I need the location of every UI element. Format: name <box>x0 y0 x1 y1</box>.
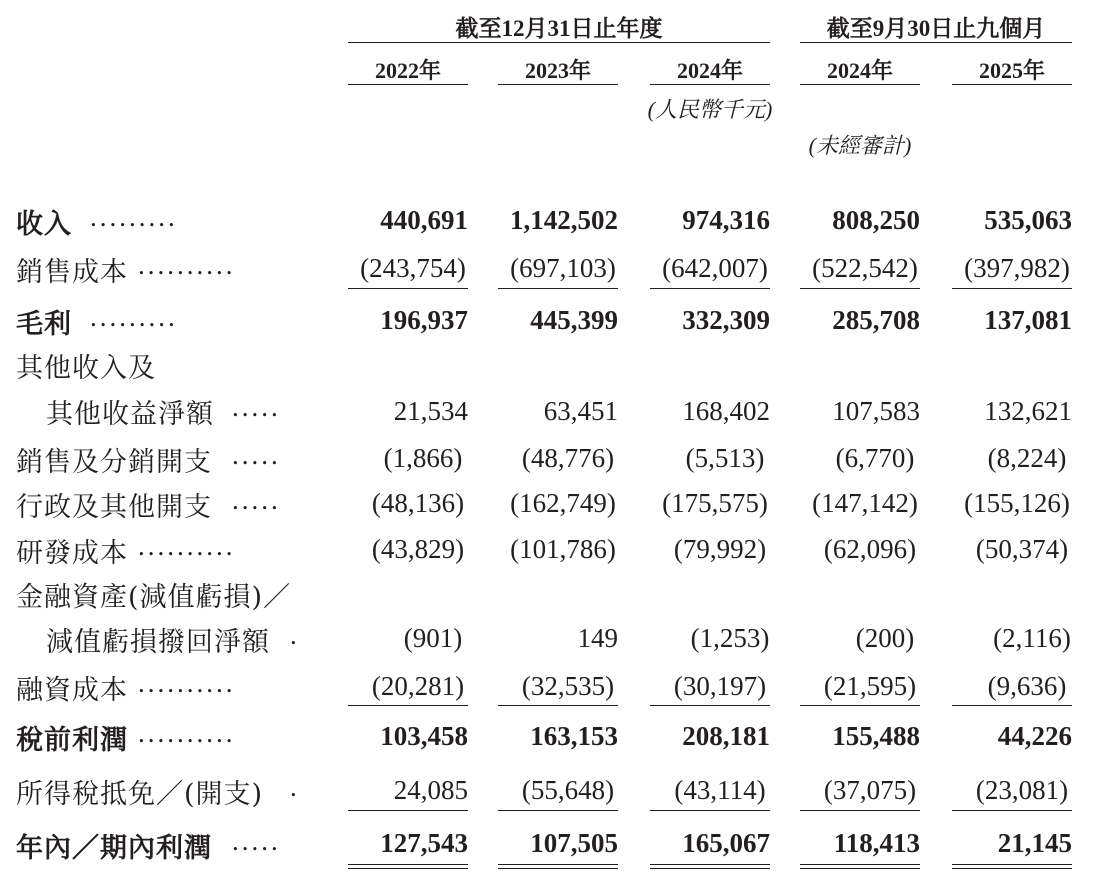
cell-profit-before-tax-2024: 208,181 <box>682 721 770 751</box>
cell-rd-cost-2024-9m: (62,096) <box>823 534 917 564</box>
cell-admin-expenses-2022: (48,136) <box>371 488 465 518</box>
cell-gross-profit-2025-9m: 137,081 <box>984 305 1072 335</box>
total-double-rule-2 <box>498 864 618 869</box>
row-dots-impairment: . <box>290 620 300 650</box>
unit-note: (人民幣千元) <box>647 97 773 122</box>
cell-cost-of-sales-2025-9m: (397,982) <box>964 253 1070 283</box>
subtotal-rule-14 <box>800 810 920 811</box>
header-year-rule-3 <box>650 84 770 85</box>
cell-rd-cost-2023: (101,786) <box>510 534 616 564</box>
subtotal-rule-3 <box>650 288 770 289</box>
row-dots-income-tax: . <box>290 772 300 802</box>
cell-revenue-2024-9m: 808,250 <box>832 205 920 235</box>
total-double-rule-4 <box>800 864 920 869</box>
cell-profit-before-tax-2022: 103,458 <box>380 721 468 751</box>
row-label-impairment-line2: 減值虧損撥回淨額 <box>46 627 270 658</box>
cell-cost-of-sales-2024-9m: (522,542) <box>812 253 918 283</box>
subtotal-rule-6 <box>348 705 468 706</box>
header-group-9m: 截至9月30日止九個月 <box>826 16 1046 41</box>
row-label-income-tax: 所得稅抵免／(開支) <box>16 779 264 810</box>
cell-other-income-2023: 63,451 <box>543 396 618 426</box>
row-label-gross-profit: 毛利 <box>16 309 72 340</box>
cell-cost-of-sales-2022: (243,754) <box>360 253 466 283</box>
cell-impairment-2023: 149 <box>577 623 618 653</box>
cell-profit-for-period-2025-9m: 21,145 <box>997 828 1072 858</box>
cell-finance-cost-2022: (20,281) <box>371 671 465 701</box>
subtotal-rule-13 <box>650 810 770 811</box>
cell-other-income-2024-9m: 107,583 <box>832 396 920 426</box>
subtotal-rule-2 <box>498 288 618 289</box>
total-double-rule-1 <box>348 864 468 869</box>
cell-other-income-2022: 21,534 <box>393 396 468 426</box>
cell-profit-for-period-2024: 165,067 <box>682 828 770 858</box>
cell-gross-profit-2024-9m: 285,708 <box>832 305 920 335</box>
cell-gross-profit-2023: 445,399 <box>530 305 618 335</box>
row-label-other-income-line2: 其他收益淨額 <box>46 399 214 430</box>
cell-rd-cost-2024: (79,992) <box>673 534 767 564</box>
row-dots-revenue: ......... <box>90 202 178 232</box>
cell-finance-cost-2024-9m: (21,595) <box>823 671 917 701</box>
cell-revenue-2022: 440,691 <box>380 205 468 235</box>
row-dots-finance-cost: .......... <box>138 668 236 698</box>
cell-impairment-2022: (901) <box>403 623 463 653</box>
cell-cost-of-sales-2024: (642,007) <box>662 253 768 283</box>
cell-cost-of-sales-2023: (697,103) <box>510 253 616 283</box>
row-dots-profit-for-period: ..... <box>232 826 281 856</box>
total-double-rule-5 <box>952 864 1072 869</box>
row-label-profit-before-tax: 稅前利潤 <box>16 725 128 756</box>
cell-other-income-2025-9m: 132,621 <box>984 396 1072 426</box>
cell-income-tax-2025-9m: (23,081) <box>975 775 1069 805</box>
cell-selling-expenses-2024: (5,513) <box>685 443 765 473</box>
row-label-admin-expenses: 行政及其他開支 <box>16 492 212 523</box>
cell-profit-for-period-2022: 127,543 <box>380 828 468 858</box>
cell-selling-expenses-2022: (1,866) <box>383 443 463 473</box>
total-double-rule-3 <box>650 864 770 869</box>
unaudited-note: (未經審計) <box>808 133 912 158</box>
row-label-selling-expenses: 銷售及分銷開支 <box>16 447 212 478</box>
cell-rd-cost-2022: (43,829) <box>371 534 465 564</box>
row-dots-rd-cost: .......... <box>138 531 236 561</box>
cell-profit-for-period-2023: 107,505 <box>530 828 618 858</box>
cell-profit-for-period-2024-9m: 118,413 <box>833 828 920 858</box>
header-year-2022: 2022年 <box>374 58 441 83</box>
cell-income-tax-2023: (55,648) <box>521 775 615 805</box>
cell-revenue-2023: 1,142,502 <box>510 205 618 235</box>
subtotal-rule-9 <box>800 705 920 706</box>
row-dots-gross-profit: ......... <box>90 302 178 332</box>
cell-revenue-2024: 974,316 <box>682 205 770 235</box>
subtotal-rule-15 <box>952 810 1072 811</box>
subtotal-rule-11 <box>348 810 468 811</box>
cell-other-income-2024: 168,402 <box>682 396 770 426</box>
header-group-fy-rule <box>348 42 770 43</box>
row-label-cost-of-sales: 銷售成本 <box>16 257 128 288</box>
cell-profit-before-tax-2023: 163,153 <box>530 721 618 751</box>
row-label-other-income-line1: 其他收入及 <box>16 353 156 384</box>
row-label-profit-for-period: 年內／期內利潤 <box>16 833 212 864</box>
cell-gross-profit-2024: 332,309 <box>682 305 770 335</box>
header-year-2025-9m: 2025年 <box>978 58 1045 83</box>
cell-finance-cost-2023: (32,535) <box>521 671 615 701</box>
row-label-finance-cost: 融資成本 <box>16 675 128 706</box>
row-dots-other-income: ..... <box>232 392 281 422</box>
header-year-2024-fy: 2024年 <box>676 58 743 83</box>
header-year-2024-9m: 2024年 <box>826 58 893 83</box>
cell-finance-cost-2025-9m: (9,636) <box>987 671 1067 701</box>
cell-gross-profit-2022: 196,937 <box>380 305 468 335</box>
cell-impairment-2024-9m: (200) <box>855 623 915 653</box>
header-group-fy: 截至12月31日止年度 <box>455 16 663 41</box>
cell-admin-expenses-2023: (162,749) <box>510 488 616 518</box>
subtotal-rule-10 <box>952 705 1072 706</box>
header-year-rule-5 <box>952 84 1072 85</box>
header-year-rule-4 <box>800 84 920 85</box>
row-dots-selling-expenses: ..... <box>232 440 281 470</box>
subtotal-rule-12 <box>498 810 618 811</box>
cell-income-tax-2024-9m: (37,075) <box>823 775 917 805</box>
cell-profit-before-tax-2025-9m: 44,226 <box>997 721 1072 751</box>
header-group-9m-rule <box>800 42 1072 43</box>
cell-admin-expenses-2024-9m: (147,142) <box>812 488 918 518</box>
cell-selling-expenses-2024-9m: (6,770) <box>835 443 915 473</box>
cell-admin-expenses-2024: (175,575) <box>662 488 768 518</box>
cell-income-tax-2022: 24,085 <box>393 775 468 805</box>
subtotal-rule-8 <box>650 705 770 706</box>
row-dots-admin-expenses: ..... <box>232 485 281 515</box>
row-dots-profit-before-tax: .......... <box>138 718 236 748</box>
row-dots-cost-of-sales: .......... <box>138 250 236 280</box>
subtotal-rule-1 <box>348 288 468 289</box>
cell-admin-expenses-2025-9m: (155,126) <box>964 488 1070 518</box>
subtotal-rule-5 <box>952 288 1072 289</box>
header-year-2023: 2023年 <box>524 58 591 83</box>
row-label-impairment-line1: 金融資產(減值虧損)／ <box>16 582 292 613</box>
cell-rd-cost-2025-9m: (50,374) <box>975 534 1069 564</box>
subtotal-rule-4 <box>800 288 920 289</box>
row-label-revenue: 收入 <box>16 209 72 240</box>
cell-revenue-2025-9m: 535,063 <box>984 205 1072 235</box>
cell-selling-expenses-2023: (48,776) <box>521 443 615 473</box>
header-year-rule-2 <box>498 84 618 85</box>
cell-finance-cost-2024: (30,197) <box>673 671 767 701</box>
subtotal-rule-7 <box>498 705 618 706</box>
cell-profit-before-tax-2024-9m: 155,488 <box>832 721 920 751</box>
cell-income-tax-2024: (43,114) <box>674 775 766 805</box>
cell-impairment-2025-9m: (2,116) <box>993 623 1071 653</box>
header-year-rule-1 <box>348 84 468 85</box>
cell-impairment-2024: (1,253) <box>690 623 770 653</box>
row-label-rd-cost: 研發成本 <box>16 538 128 569</box>
cell-selling-expenses-2025-9m: (8,224) <box>987 443 1067 473</box>
